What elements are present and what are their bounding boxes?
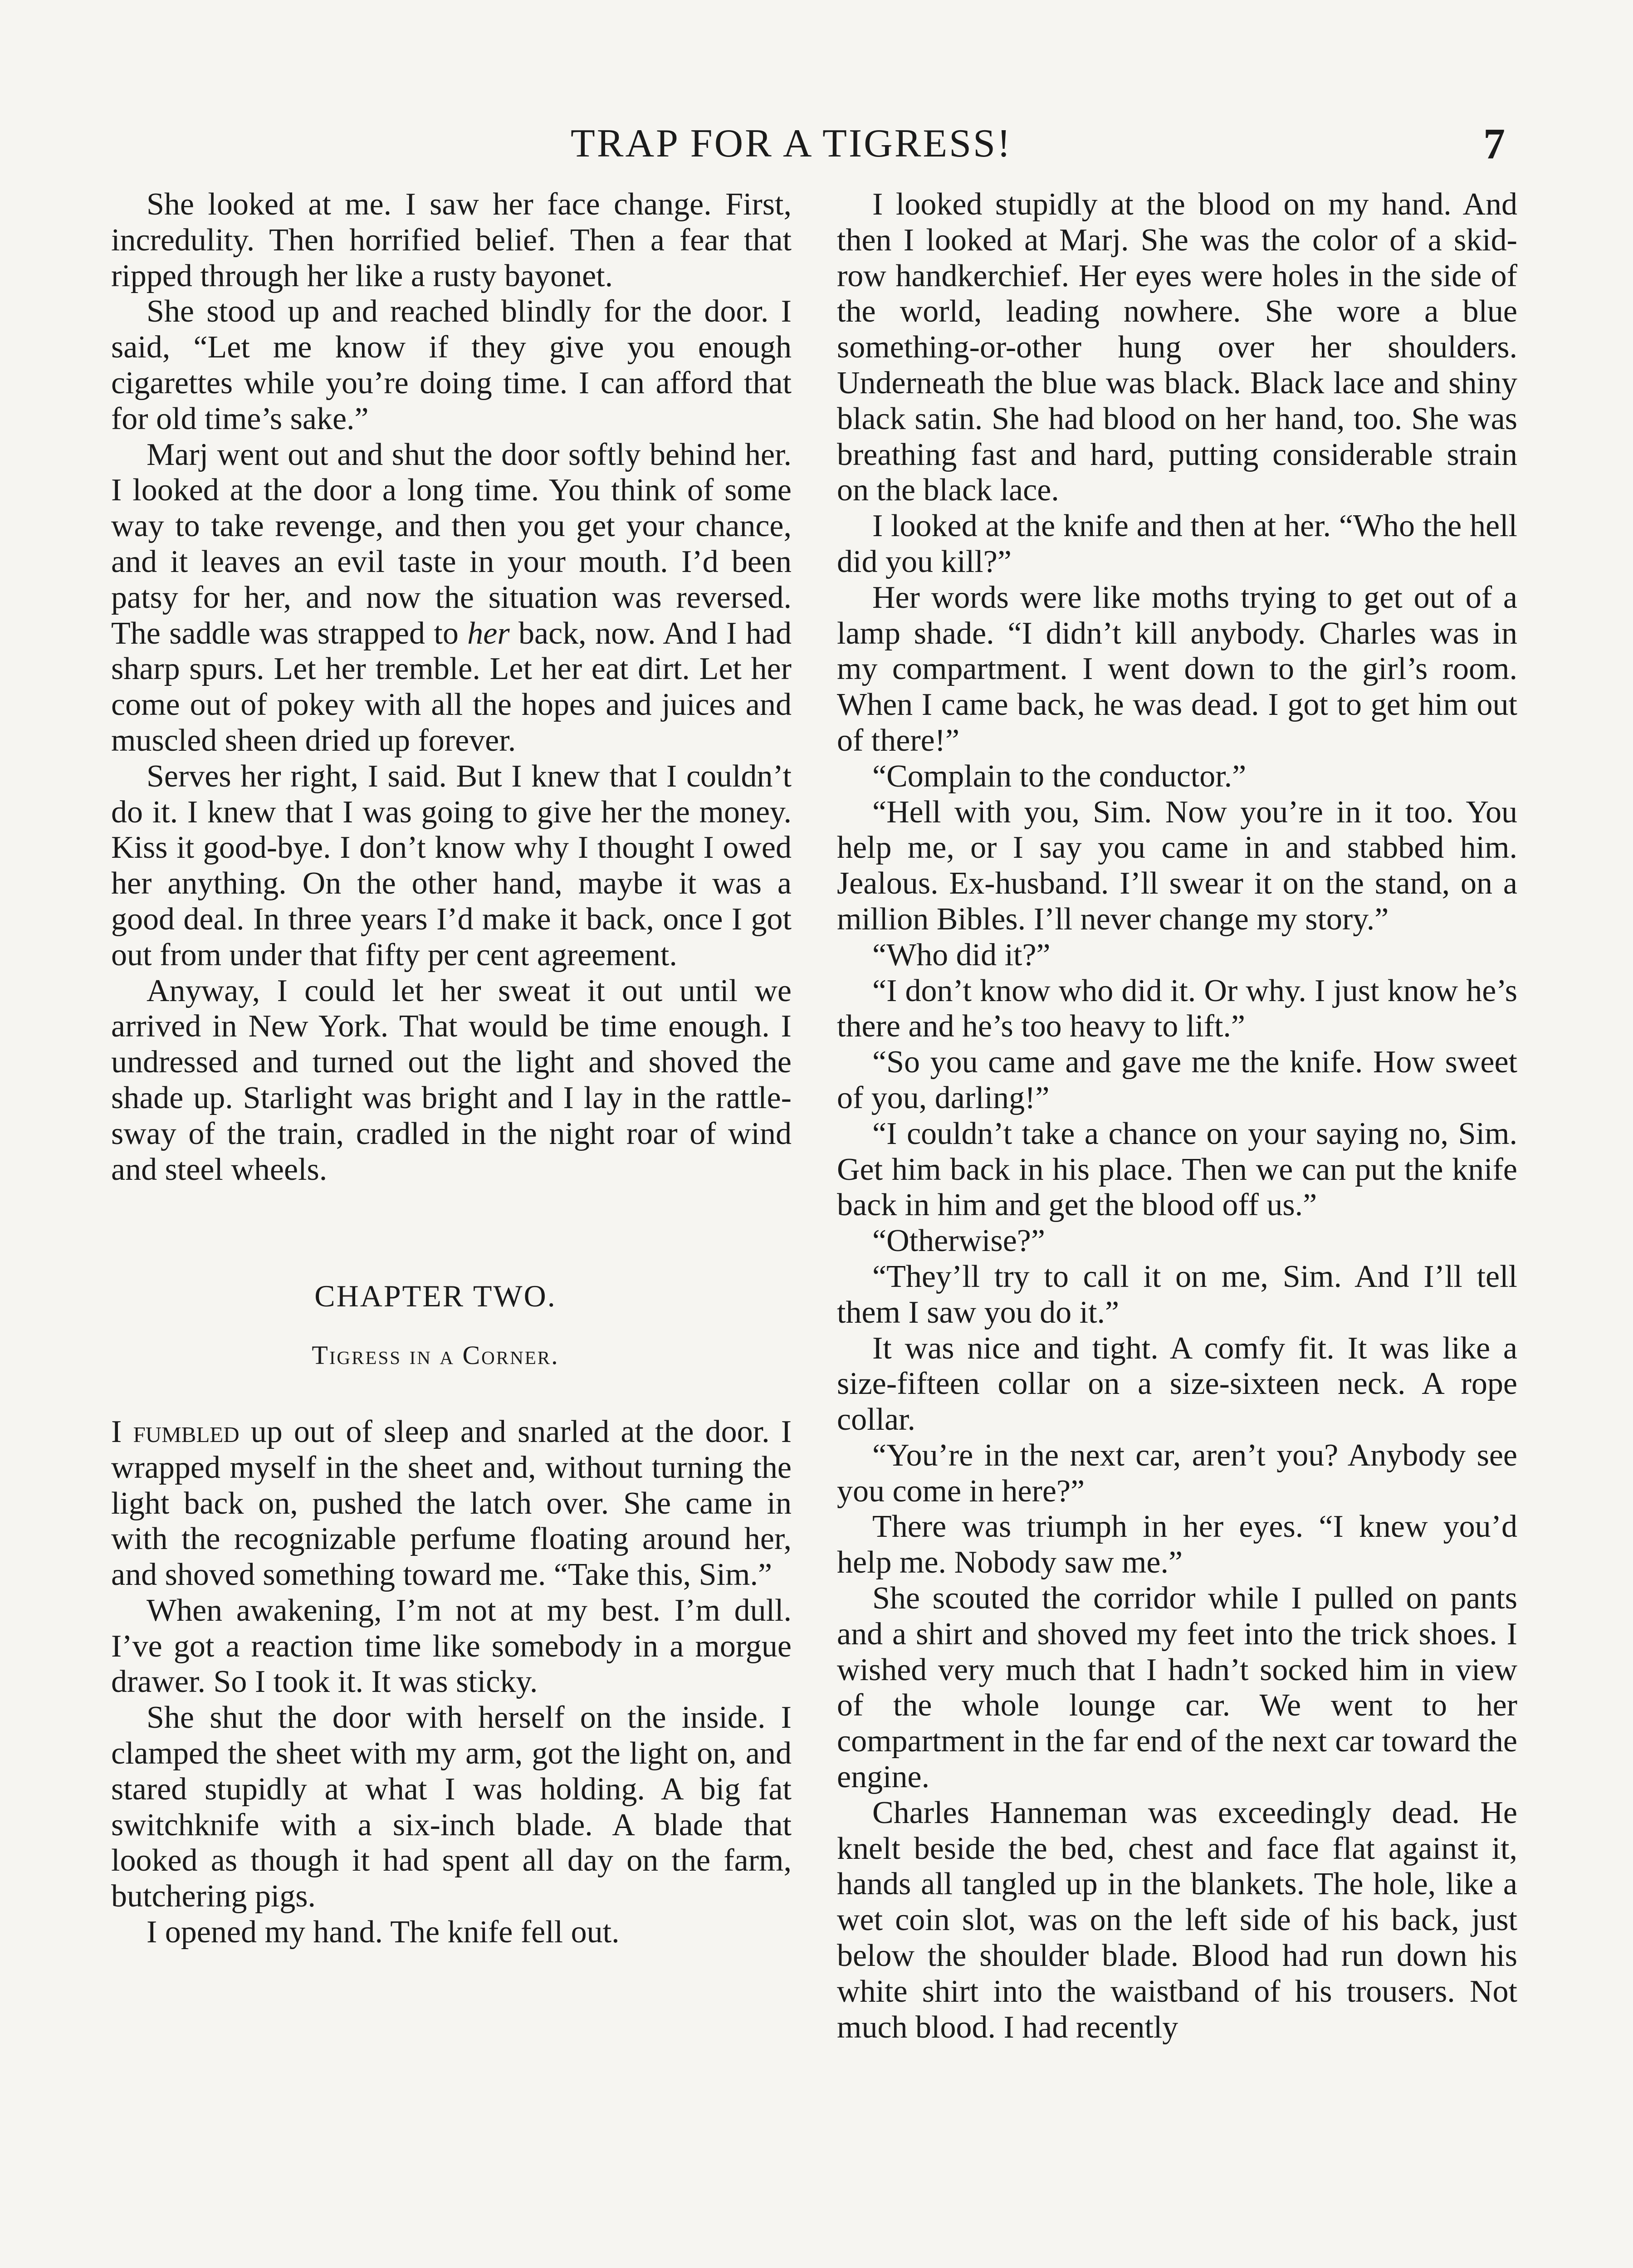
paragraph: “I couldn’t take a chance on your saying no, Sim. Get him back in his place. Then we can put the knife back in him and get the blood off us.” — [837, 1116, 1517, 1223]
paragraph: Charles Hanneman was exceedingly dead. He knelt beside the bed, chest and face flat against it, hands all tangled up in the blankets. The hole, like a wet coin slot, was on the left side of his back, just below the shoulder blade. Blood had run down his white shirt into the waistband of his trousers. Not much blood. I had recently — [837, 1795, 1517, 2045]
chapter-lead-in: I fumbled — [111, 1414, 240, 1449]
paragraph — [111, 1414, 792, 1593]
paragraph: Anyway, I could let her sweat it out until we arrived in New York. That would be time enough. I undressed and turned out the light and shoved the shade up. Starlight was bright and I lay in the rattle-sway of the train, cradled in the night roar of wind and steel wheels. — [111, 973, 792, 1187]
right-column — [837, 187, 1517, 2045]
paragraph: “I don’t know who did it. Or why. I just know he’s there and he’s too heavy to lift.” — [837, 973, 1517, 1044]
paragraph: “So you came and gave me the knife. How sweet of you, darling!” — [837, 1045, 1517, 1115]
page-header — [0, 119, 1633, 169]
paragraph: “Otherwise?” — [872, 1223, 1045, 1259]
paragraph: “Who did it?” — [872, 937, 1051, 973]
paragraph: She stood up and reached blindly for the door. I said, “Let me know if they give you enough cigarettes while you’re doing time. I can afford that for old time’s sake.” — [111, 294, 792, 436]
paragraph: There was triumph in her eyes. “I knew you’d help me. Nobody saw me.” — [837, 1509, 1517, 1580]
paragraph: When awakening, I’m not at my best. I’m dull. I’ve got a reaction time like somebody in a morgue drawer. So I took it. It was sticky. — [111, 1593, 792, 1700]
paragraph: I looked at the knife and then at her. “Who the hell did you kill?” — [837, 508, 1517, 579]
section-spacer — [111, 1188, 792, 1260]
running-title: TRAP FOR A TIGRESS! — [571, 122, 1012, 166]
paragraph: She looked at me. I saw her face change. First, incredulity. Then horrified belief. Then a fear that ripped through her like a rusty bayonet. — [111, 187, 792, 293]
paragraph: I looked stupidly at the blood on my hand. And then I looked at Marj. She was the color of a skid-row handkerchief. Her eyes were holes in the side of the world, leading nowhere. She wore a blue something-or-other hung over her shoulders. Underneath the blue was black. Black lace and shiny black satin. She had blood on her hand, too. She was breathing fast and hard, putting considerable strain on the black lace. — [837, 187, 1517, 508]
paragraph: I opened my hand. The knife fell out. — [147, 1915, 620, 1950]
paragraph: Her words were like moths trying to get out of a lamp shade. “I didn’t kill anybody. Charles was in my compartment. I went down to the girl’s room. When I came back, he was dead. I got to get him out of there!” — [837, 580, 1517, 758]
paragraph — [111, 437, 792, 759]
emphasis-text: her — [467, 616, 510, 651]
chapter-subtitle: Tigress in a Corner. — [312, 1340, 559, 1370]
paragraph-text: up out of sleep and snarled at the door. I wrapped myself in the sheet and, without turning the light back on, pushed the latch over. She came in with the recognizable perfume floating around her, and shoved something toward me. “Take this, Sim.” — [111, 1414, 792, 1593]
paragraph: She scouted the corridor while I pulled on pants and a shirt and shoved my feet into the trick shoes. I wished very much that I hadn’t socked him in view of the whole lounge car. We went to her compartment in the far end of the next car toward the engine. — [837, 1581, 1517, 1795]
paragraph-text: Marj went out and shut the door softly behind her. I looked at the door a long time. You think of some way to take revenge, and then you get your chance, and it leaves an evil taste in your mouth. I’d been patsy for her, and now the situation was reversed. The saddle was strapped to — [111, 437, 792, 651]
paragraph: “They’ll try to call it on me, Sim. And I’ll tell them I saw you do it.” — [837, 1259, 1517, 1330]
paragraph: “Hell with you, Sim. Now you’re in it too. You help me, or I say you came in and stabbed him. Jealous. Ex-husband. I’ll swear it on the stand, on a million Bibles. I’ll never change my story.” — [837, 794, 1517, 937]
paragraph: Serves her right, I said. But I knew that I couldn’t do it. I knew that I was going to give her the money. Kiss it good-bye. I don’t know why I thought I owed her anything. On the other hand, maybe it was a good deal. In three years I’d make it back, once I got out from under that fifty per cent agreement. — [111, 758, 792, 973]
paragraph-text: back, now. And I had sharp spurs. Let her tremble. Let her eat dirt. Let her come out of pokey with all the hopes and juices and muscled sheen dried up forever. — [111, 616, 792, 758]
page-number: 7 — [1483, 119, 1505, 168]
paragraph: “You’re in the next car, aren’t you? Anybody see you come in here?” — [837, 1437, 1517, 1509]
paragraph: She shut the door with herself on the inside. I clamped the sheet with my arm, got the light on, and stared stupidly at what I was holding. A big fat switchknife with a six-inch blade. A blade that looked as though it had spent all day on the farm, butchering pigs. — [111, 1700, 792, 1914]
left-column — [111, 187, 792, 1950]
paragraph: “Complain to the conductor.” — [872, 758, 1247, 794]
chapter-heading: CHAPTER TWO. — [314, 1279, 557, 1314]
paragraph: It was nice and tight. A comfy fit. It was like a size-fifteen collar on a size-sixteen neck. A rope collar. — [837, 1330, 1517, 1437]
